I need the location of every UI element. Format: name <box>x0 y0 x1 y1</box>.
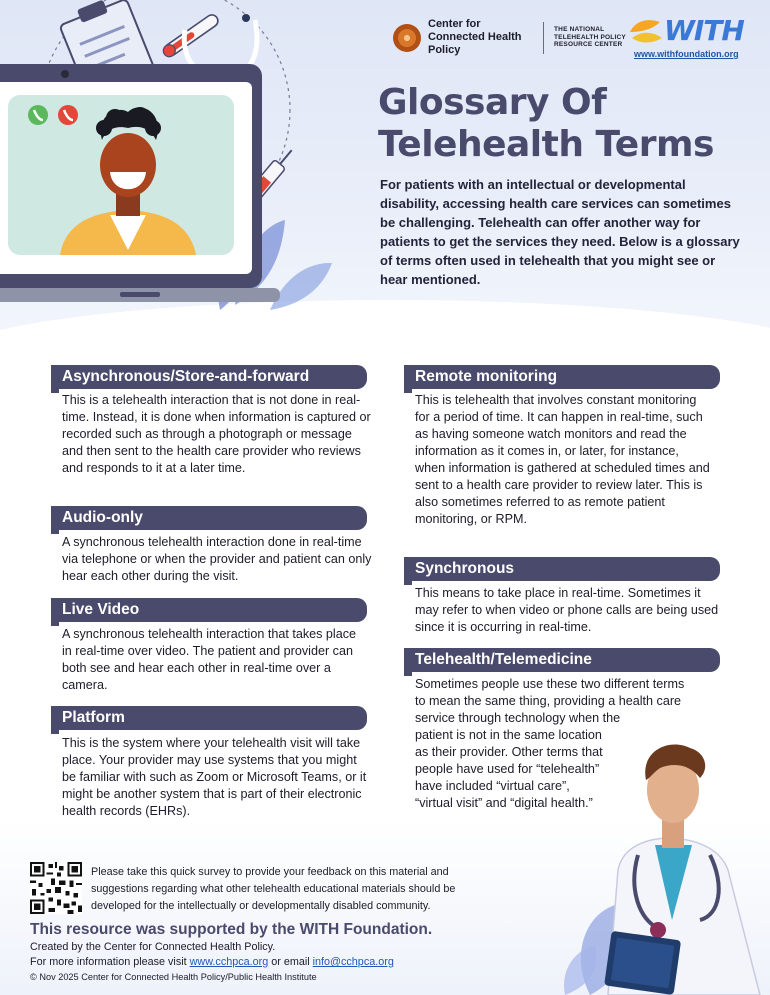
term-definition-live-video: A synchronous telehealth interaction that takes place in real-time over video. The patient and provider can both see and hear each other in real-time over a camera. <box>62 627 357 692</box>
tablet-icon <box>604 931 681 995</box>
term-definition-remote-monitoring: This is telehealth that involves constant monitoring for a period of time. It can happen in real-time, such as having someone watch monitors and read the information as it comes in, or later, for instance, when information is gathered at scheduled times and sent to a health care provider to review later. This is also sometimes referred to as remote patient monitoring, or RPM. <box>415 393 710 526</box>
term-heading-audio-only: Audio-only <box>51 506 367 530</box>
telehealth-laptop-illustration <box>0 0 380 320</box>
term-definition-audio-only: A synchronous telehealth interaction done in real-time via telephone or when the provider and patient can only hear each other during the visit. <box>62 535 372 583</box>
term-definition-synchronous: This means to take place in real-time. Sometimes it may refer to when video or phone calls are being used since it is occurring in real-time. <box>415 586 719 634</box>
with-hands-icon <box>626 14 666 46</box>
more-info-text: For more information please visit www.cchpca.org or email info@cchpca.org <box>30 956 394 968</box>
term-heading-synchronous: Synchronous <box>404 557 720 581</box>
logo-divider <box>543 22 544 54</box>
term-heading-asynchronous: Asynchronous/Store-and-forward <box>51 365 367 389</box>
term-heading-telehealth-telemedicine: Telehealth/Telemedicine <box>404 648 720 672</box>
webcam-icon <box>61 70 69 78</box>
survey-text: Please take this quick survey to provide your feedback on this material and suggestions regarding what other telehealth educational materials should be developed for the intellectually or developmentally disabled community. <box>91 866 456 912</box>
cchp-name: Center for Connected Health Policy <box>428 18 522 56</box>
page-title: Glossary Of Telehealth Terms <box>378 82 714 165</box>
tnrc-name: THE NATIONAL TELEHEALTH POLICY RESOURCE CENTER <box>554 26 626 49</box>
thermometer-icon <box>161 13 220 60</box>
with-website-link[interactable]: www.withfoundation.org <box>634 49 739 59</box>
term-definition-platform: This is the system where your telehealth visit will take place. Your provider may use systems that you might be familiar with such as Zoom or Microsoft Teams, or it might be another system that is part of their electronic health records (EHRs). <box>62 736 367 818</box>
end-call-icon <box>58 105 78 125</box>
term-heading-live-video: Live Video <box>51 598 367 622</box>
cchp-logo <box>393 18 632 57</box>
with-foundation-logo <box>626 12 746 62</box>
created-by-text: Created by the Center for Connected Health Policy. <box>30 941 276 953</box>
cchpca-email-link[interactable]: info@cchpca.org <box>312 956 394 968</box>
term-definition-telehealth-telemedicine: Sometimes people use these two different terms to mean the same thing, providing a health care service through technology when the patient is not in the same location as their provider. Other terms that people have used for “telehealth” have included “virtual care”, “virtual visit” and “digital health.” <box>415 677 685 810</box>
intro-paragraph: For patients with an intellectual or developmental disability, accessing health care services can sometimes be challenging. Telehealth can offer another way for patients to get the services they need. Below is a glossary of terms often used in telehealth that you might see or hear mentioned. <box>380 177 740 287</box>
term-heading-remote-monitoring: Remote monitoring <box>404 365 720 389</box>
stethoscope-icon <box>650 922 666 938</box>
with-wordmark: WITH <box>664 14 744 47</box>
copyright-text: © Nov 2025 Center for Connected Health Policy/Public Health Institute <box>30 972 317 982</box>
term-heading-platform: Platform <box>51 706 367 730</box>
cchpca-website-link[interactable]: www.cchpca.org <box>189 956 269 968</box>
support-statement: This resource was supported by the WITH Foundation. <box>30 921 433 938</box>
accept-call-icon <box>28 105 48 125</box>
survey-qr-code[interactable] <box>30 862 82 914</box>
cchp-emblem-icon <box>393 24 421 52</box>
term-definition-asynchronous: This is a telehealth interaction that is not done in real-time. Instead, it is done when information is captured or recorded such as through a photograph or message and then sent to the health care provider who reviews and responds to it at a later time. <box>62 393 371 475</box>
doctor-illustration <box>560 720 770 995</box>
